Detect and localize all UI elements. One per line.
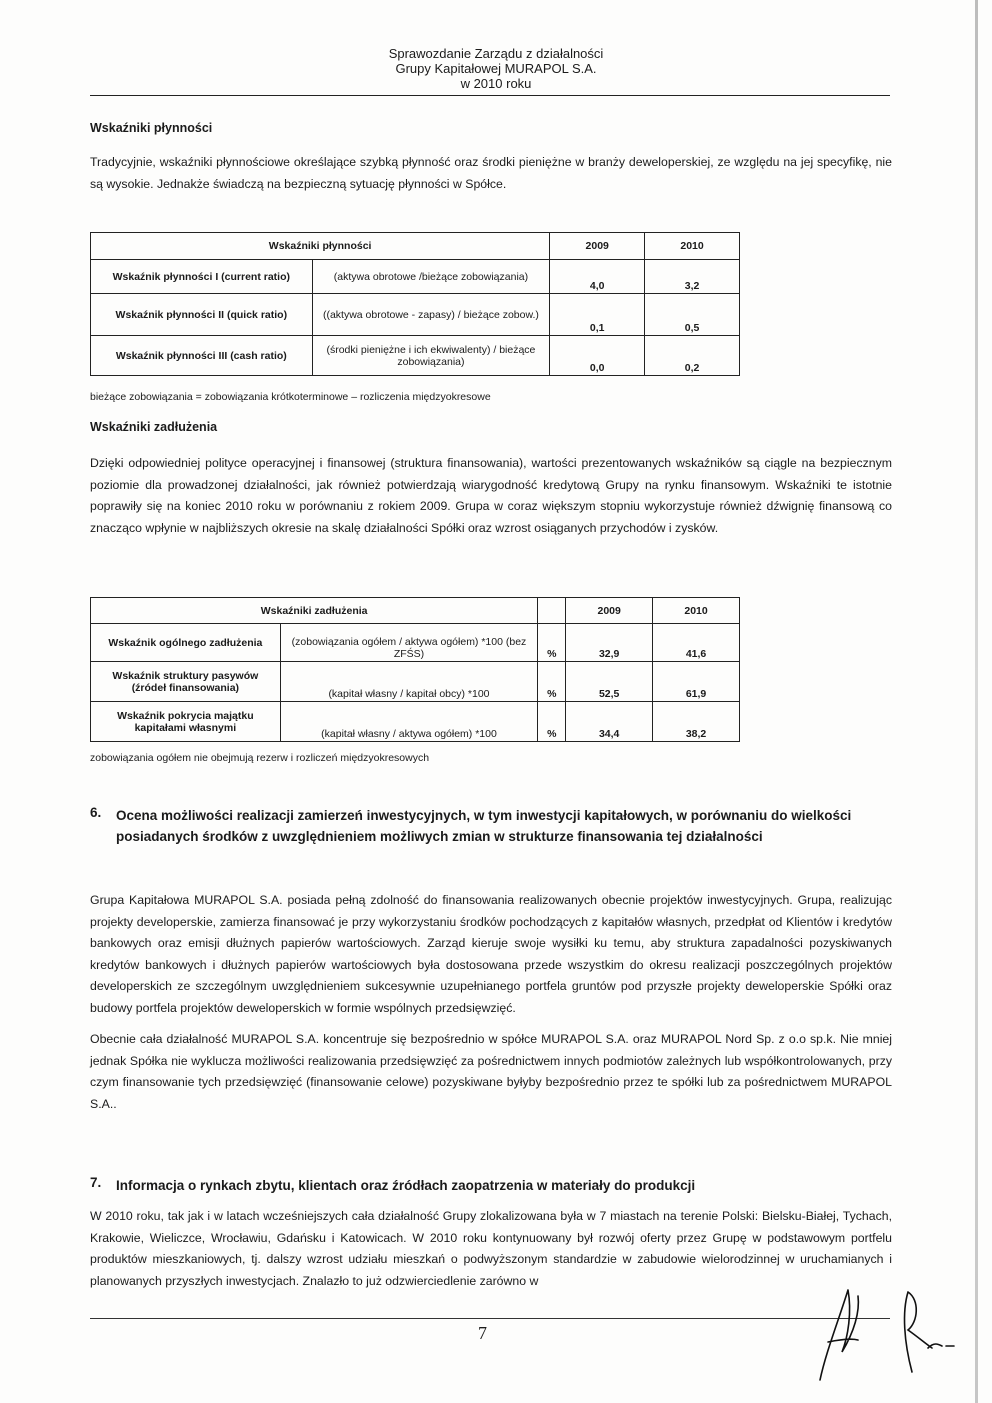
debt-col-2010: 2010 <box>653 598 740 624</box>
section-7-title: Informacja o rynkach zbytu, klientach oraz źródłach zaopatrzenia w materiały do produkcji <box>116 1178 696 1193</box>
ratio-formula: (aktywa obrotowe /bieżące zobowiązania) <box>312 260 550 294</box>
debt-table-title: Wskaźniki zadłużenia <box>91 598 538 624</box>
liquidity-table <box>90 232 740 376</box>
ratio-formula: ((aktywa obrotowe - zapasy) / bieżące zobow.) <box>312 294 550 336</box>
ratio-name: Wskaźnik płynności II (quick ratio) <box>91 294 313 336</box>
ratio-formula: (zobowiązania ogółem / aktywa ogółem) *100 (bez ZFŚS) <box>280 624 538 662</box>
ratio-name: Wskaźnik płynności I (current ratio) <box>91 260 313 294</box>
header-line-3: w 2010 roku <box>460 76 532 91</box>
debt-heading: Wskaźniki zadłużenia <box>90 420 218 434</box>
table-row <box>91 260 740 294</box>
table-row <box>91 624 740 662</box>
ratio-unit: % <box>538 702 566 742</box>
table-row <box>91 336 740 376</box>
value-2010: 41,6 <box>653 624 740 662</box>
value-2010: 61,9 <box>653 662 740 702</box>
value-2009: 32,9 <box>566 624 653 662</box>
ratio-name: Wskaźnik płynności III (cash ratio) <box>91 336 313 376</box>
unit-header <box>538 598 566 624</box>
ratio-name: Wskaźnik pokrycia majątku kapitałami własnymi <box>91 702 281 742</box>
ratio-unit: % <box>538 662 566 702</box>
ratio-formula: (kapitał własny / aktywa ogółem) *100 <box>280 702 538 742</box>
section-7-paragraph: W 2010 roku, tak jak i w latach wcześniejszych cała działalność Grupy zlokalizowana była w 7 miastach na terenie Polski: Bielsku-Białej, Tychach, Krakowie, Wieliczce, Wrocławiu, Gdańsku i Katowicach. W 2010 roku kontynuowany był rozwój oferty przez Grupę w podstawowym portfelu produktów mieszkaniowych, tj. dalszy wzrost udziału mieszkań o podwyższonym standardzie w zabudowie wielorodzinnej w uruchamianych i planowanych przyszłych inwestycjach. Znalazło to już odzwierciedlenie zarówno w <box>90 1209 892 1288</box>
section-6-paragraph-1: Grupa Kapitałowa MURAPOL S.A. posiada pełną zdolność do finansowania realizowanych obecnie projektów inwestycyjnych. Grupa, realizując projekty developerskie, zamierza finansować je przy wykorzystaniu środków pochodzących z kapitałów własnych, przedpłat od Klientów i kredytów bankowych oraz emisji dłużnych papierów wartościowych. Zarząd kieruje swoje wysiłki ku temu, aby struktura zapadalności pozyskiwanych kredytów bankowych i dłużnych papierów wartościowych była dostosowana przede wszystkim do okresu realizacji poszczególnych projektów developerskich ze szczególnym uwzględnieniem sukcesywnie uzupełnianego portfela gruntów pod przyszłe projekty deweloperskie Spółki oraz budowy portfela projektów deweloperskich w formie wspólnych przedsięwzięć. <box>90 893 892 1015</box>
ratio-name: Wskaźnik struktury pasywów (źródeł finansowania) <box>91 662 281 702</box>
value-2010: 0,2 <box>645 336 740 376</box>
liquidity-col-2009: 2009 <box>550 233 645 260</box>
liquidity-table-title: Wskaźniki płynności <box>91 233 550 260</box>
value-2009: 0,1 <box>550 294 645 336</box>
debt-note: zobowiązania ogółem nie obejmują rezerw i rozliczeń międzyokresowych <box>90 752 430 764</box>
section-6-paragraph-2: Obecnie cała działalność MURAPOL S.A. koncentruje się bezpośrednio w spółce MURAPOL S.A. oraz MURAPOL Nord Sp. z o.o sp.k. Nie mniej jednak Spółka nie wyklucza możliwości realizowania przedsięwzięć za pośrednictwem innych podmiotów zależnych lub współkontrolowanych, przy czym finansowanie tych przedsięwzięć (finansowanie celowe) pozyskiwane byłyby bezpośrednio przez te spółki lub za pośrednictwem MURAPOL S.A.. <box>90 1032 892 1111</box>
footer-rule <box>90 1318 890 1319</box>
value-2010: 38,2 <box>653 702 740 742</box>
debt-table <box>90 597 740 742</box>
value-2009: 52,5 <box>566 662 653 702</box>
value-2009: 34,4 <box>566 702 653 742</box>
header-line-2: Grupy Kapitałowej MURAPOL S.A. <box>395 61 597 76</box>
header-rule <box>90 95 890 96</box>
section-6-number: 6. <box>90 805 102 820</box>
section-7-number: 7. <box>90 1175 102 1190</box>
table-row <box>91 662 740 702</box>
value-2010: 0,5 <box>645 294 740 336</box>
liquidity-note: bieżące zobowiązania = zobowiązania krótkoterminowe – rozliczenia międzyokresowe <box>90 391 491 403</box>
handwritten-signatures <box>808 1282 958 1387</box>
debt-paragraph: Dzięki odpowiedniej polityce operacyjnej i finansowej (struktura finansowania), wartości prezentowanych wskaźników są ciągle na bezpiecznym poziomie dla prowadzonej działalności, jak również potwierdzają wiarygodność kredytową Grupy na rynku finansowym. Wskaźniki te istotnie poprawiły się na koniec 2010 roku w porównaniu z rokiem 2009. Grupa w coraz większym stopniu wykorzystuje również dźwignię finansową co znacząco wpłynie w najbliższych okresie na skalę działalności Spółki oraz wzrost osiąganych przychodów i zysków. <box>90 456 892 535</box>
section-6-title: Ocena możliwości realizacji zamierzeń inwestycyjnych, w tym inwestycji kapitałowych, w porównaniu do wielkości posiadanych środków z uwzględnieniem możliwych zmian w strukturze finansowania tej działalności <box>116 808 852 844</box>
document-header <box>0 46 992 91</box>
debt-col-2009: 2009 <box>566 598 653 624</box>
ratio-formula: (środki pieniężne i ich ekwiwalenty) / bieżące zobowiązania) <box>312 336 550 376</box>
value-2010: 3,2 <box>645 260 740 294</box>
liquidity-col-2010: 2010 <box>645 233 740 260</box>
value-2009: 0,0 <box>550 336 645 376</box>
table-row <box>91 702 740 742</box>
ratio-unit: % <box>538 624 566 662</box>
ratio-name: Wskaźnik ogólnego zadłużenia <box>91 624 281 662</box>
liquidity-heading: Wskaźniki płynności <box>90 121 213 135</box>
section-6-body <box>90 890 892 1125</box>
ratio-formula: (kapitał własny / kapitał obcy) *100 <box>280 662 538 702</box>
page-number: 7 <box>478 1323 487 1343</box>
value-2009: 4,0 <box>550 260 645 294</box>
liquidity-paragraph: Tradycyjnie, wskaźniki płynnościowe określające szybką płynność oraz środki pieniężne w branży deweloperskiej, ze względu na jej specyfikę, nie są wysokie. Jednakże świadczą na bezpieczną sytuację płynności w Spółce. <box>90 155 892 191</box>
header-line-1: Sprawozdanie Zarządu z działalności <box>388 46 604 61</box>
scan-edge <box>975 0 978 1403</box>
table-row <box>91 294 740 336</box>
